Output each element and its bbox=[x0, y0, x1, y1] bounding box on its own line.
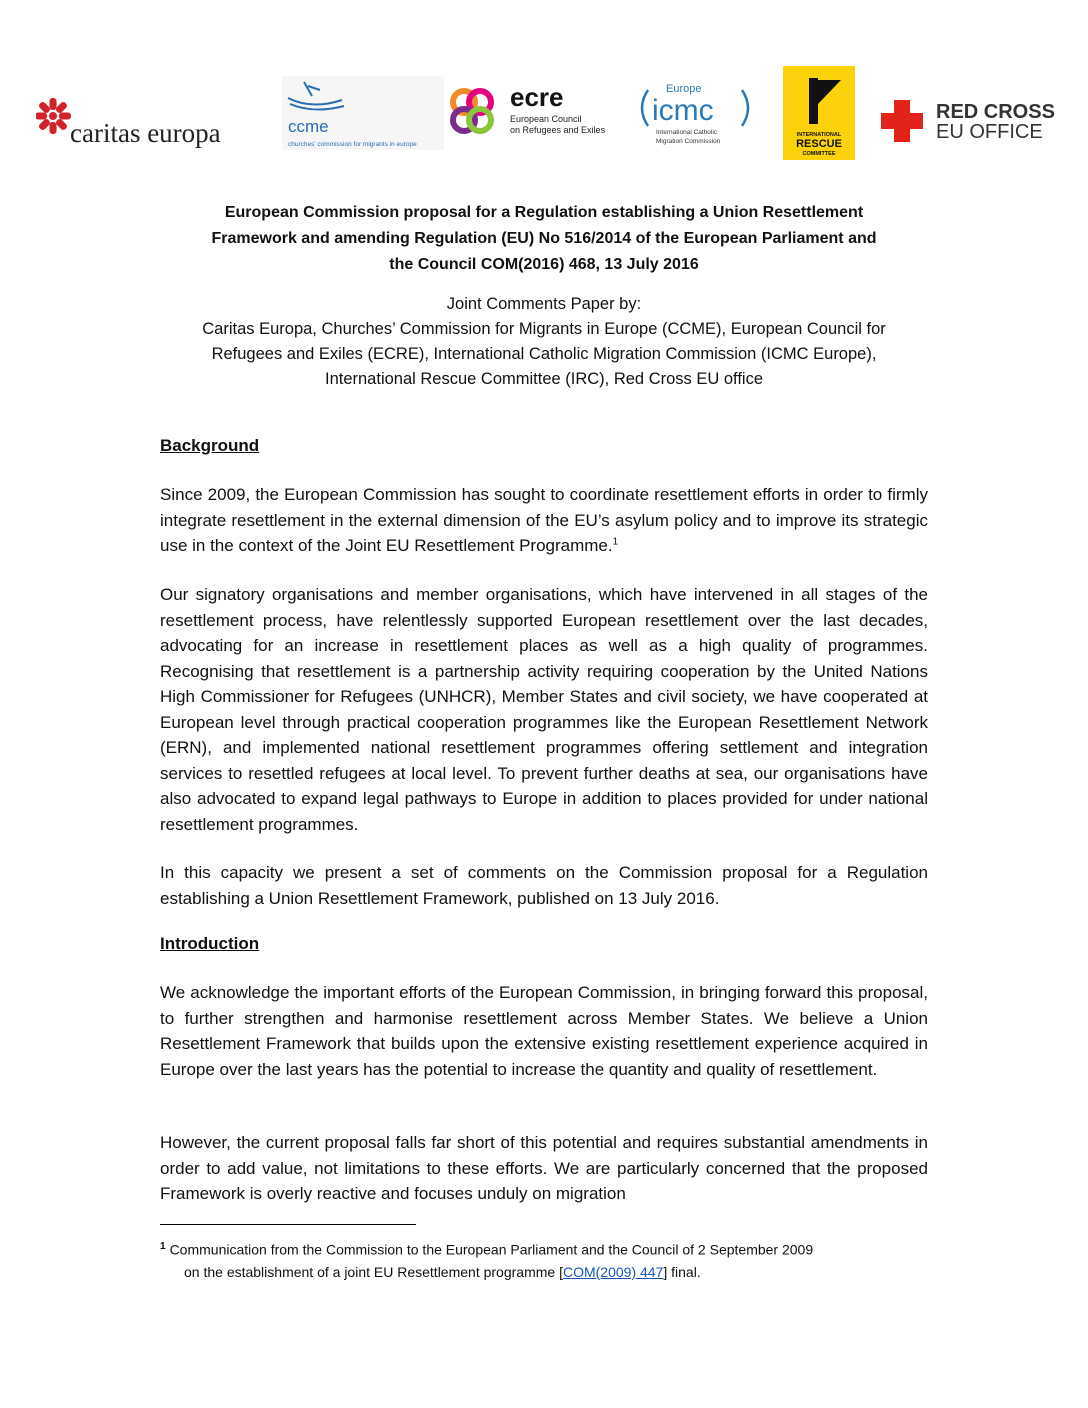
ecre-logo bbox=[444, 80, 616, 146]
introduction-heading: Introduction bbox=[160, 934, 260, 953]
caritas-europa-logo bbox=[36, 96, 264, 154]
caritas-wordmark: caritas europa bbox=[70, 118, 221, 148]
title-line-2: Framework and amending Regulation (EU) No 516/2014 of the European Parliament and bbox=[211, 230, 877, 247]
introduction-paragraph-1: We acknowledge the important efforts of the European Commission, in bringing forward this proposal, to further strengthen and harmonise resettlement across Member States. We believe a Union Resettlement Framework that builds upon the extensive existing resettlement experience acquired in Europe over the last years has the potential to increase the quantity and quality of resettlement. bbox=[160, 983, 928, 1079]
ecre-rings-icon bbox=[453, 91, 491, 131]
com-2009-447-link[interactable]: COM(2009) 447 bbox=[562, 1263, 664, 1280]
red-cross-icon bbox=[881, 100, 923, 142]
ecre-subtitle-1: European Council bbox=[510, 114, 582, 124]
irc-arrow-icon bbox=[809, 78, 841, 124]
redcross-eu-logo bbox=[880, 98, 1064, 144]
footnote-ref-1[interactable]: 1 bbox=[612, 536, 619, 548]
icmc-europe-label: Europe bbox=[666, 83, 702, 95]
footnote-number: 1 bbox=[160, 1241, 166, 1252]
footnote-line-2-post: final. bbox=[667, 1263, 701, 1280]
caritas-flame-cross-icon bbox=[36, 98, 71, 134]
introduction-paragraph-2: However, the current proposal falls far short of this potential and requires substantial amendments in order to add value, not limitations to these efforts. We are particularly concerned that the proposed Framework is overly reactive and focuses unduly on migration bbox=[160, 1133, 928, 1203]
ecre-subtitle-2: on Refugees and Exiles bbox=[510, 125, 606, 135]
irc-line-1: INTERNATIONAL bbox=[796, 132, 842, 138]
footnote-line-2-pre: on the establishment of a joint EU Resettlement programme [ bbox=[184, 1263, 563, 1280]
footnote-line-1: Communication from the Commission to the European Parliament and the Council of 2 September 2009 bbox=[169, 1241, 814, 1258]
ccme-dove-icon bbox=[288, 82, 344, 110]
document-title bbox=[160, 200, 928, 278]
byline-line-2: Caritas Europa, Churches’ Commission for Migrants in Europe (CCME), European Council for bbox=[202, 320, 886, 338]
title-line-1: European Commission proposal for a Regulation establishing a Union Resettlement bbox=[224, 204, 864, 221]
ecre-wordmark: ecre bbox=[510, 82, 564, 112]
byline-line-1: Joint Comments Paper by: bbox=[446, 295, 642, 313]
icmc-subtitle-1: International Catholic bbox=[656, 129, 718, 136]
byline bbox=[160, 292, 928, 392]
irc-line-2: RESCUE bbox=[796, 138, 842, 150]
background-paragraph-3: In this capacity we present a set of comments on the Commission proposal for a Regulation establishing a Union Resettlement Framework, published on 13 July 2016. bbox=[160, 863, 928, 908]
irc-logo bbox=[783, 66, 855, 160]
icmc-bracket-right-icon bbox=[742, 90, 748, 126]
background-paragraph-2: Our signatory organisations and member organisations, which have intervened in all stages of the resettlement process, have relentlessly supported European resettlement over the last decades, advocating for an increase in resettlement places as well as a high quality of programmes. Recognising that resettlement is a partnership activity requiring cooperation by the United Nations High Commissioner for Refugees (UNHCR), Member States and civil society, we have cooperated at European level through practical cooperation programmes like the European Resettlement Network (ERN), and implemented national resettlement programmes offering settlement and integration services to resettled refugees at local level. To prevent further deaths at sea, our organisations have also advocated to expand legal pathways to Europe in addition to places provided for under national resettlement programmes. bbox=[160, 585, 928, 834]
icmc-subtitle-2: Migration Commission bbox=[656, 138, 721, 145]
logo-bar bbox=[0, 0, 1088, 180]
background-paragraph-1 bbox=[160, 482, 928, 559]
background-paragraph-1-text: Since 2009, the European Commission has sought to coordinate resettlement efforts in order to firmly integrate resettlement in the external dimension of the EU’s asylum policy and to improve its strategic use in the context of the Joint EU Resettlement Programme. bbox=[160, 485, 928, 555]
irc-line-3: COMMITTEE bbox=[802, 151, 836, 157]
icmc-wordmark: icmc bbox=[652, 94, 714, 127]
redcross-line-1: RED CROSS bbox=[936, 101, 1055, 123]
ccme-subtitle: churches' commission for migrants in europe bbox=[288, 141, 417, 148]
ccme-logo bbox=[282, 76, 444, 150]
ccme-wordmark: ccme bbox=[288, 117, 329, 136]
footnote-line-2: on the establishment of a joint EU Resettlement programme [COM(2009) 447] final. bbox=[184, 1263, 701, 1280]
footnote-separator bbox=[160, 1224, 416, 1225]
byline-line-3: Refugees and Exiles (ECRE), International Catholic Migration Commission (ICMC Europe), bbox=[211, 345, 877, 363]
icmc-logo bbox=[634, 80, 756, 146]
byline-line-4: International Rescue Committee (IRC), Red Cross EU office bbox=[324, 370, 764, 388]
background-heading: Background bbox=[160, 436, 260, 455]
footnote-1 bbox=[160, 1236, 940, 1283]
title-line-3: the Council COM(2016) 468, 13 July 2016 bbox=[389, 256, 699, 273]
icmc-bracket-left-icon bbox=[642, 90, 648, 126]
redcross-line-2: EU OFFICE bbox=[936, 121, 1043, 143]
